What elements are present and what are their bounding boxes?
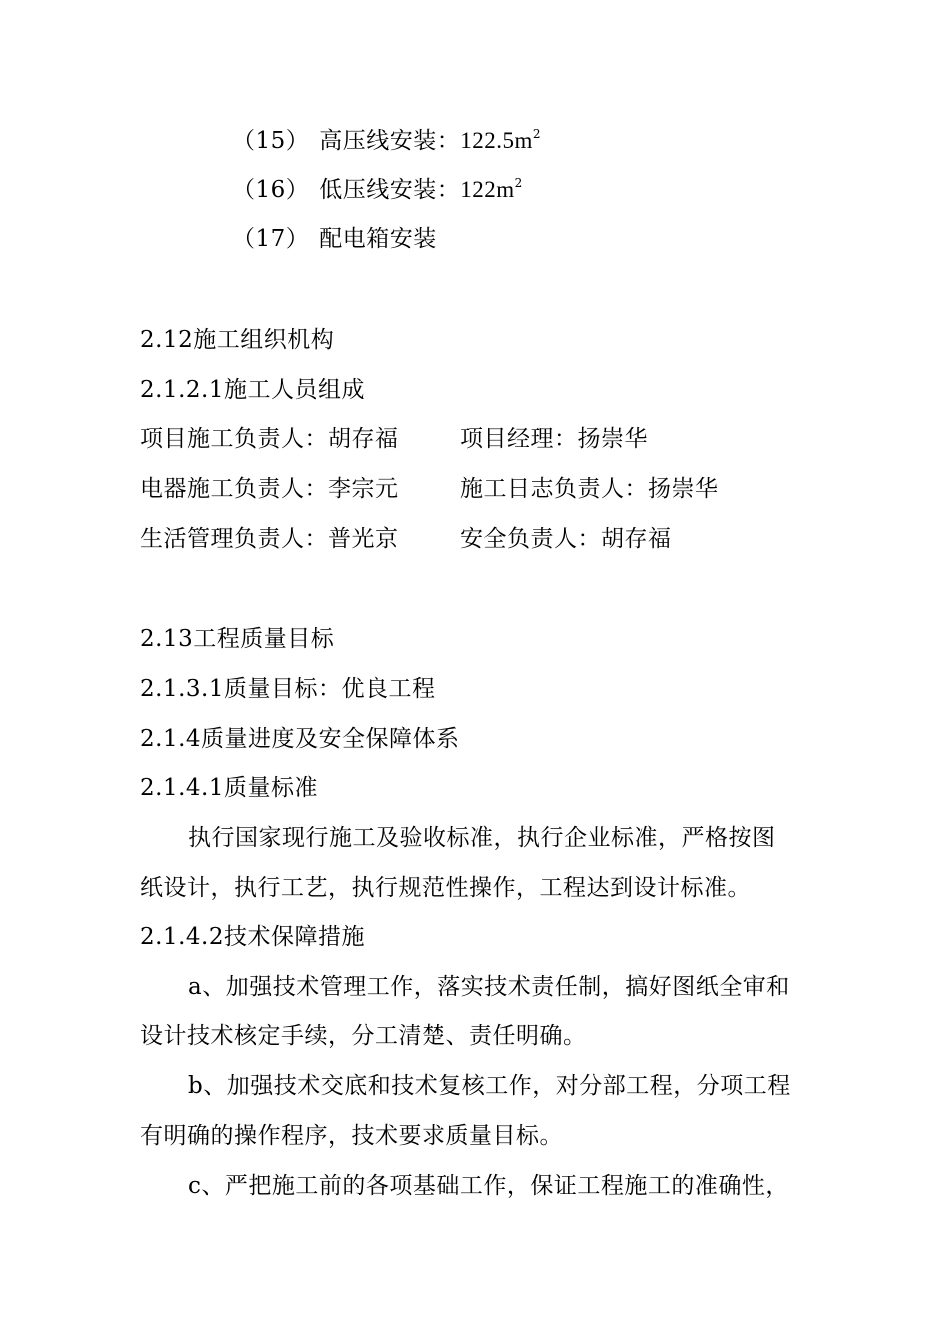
list-item-superscript: 2 (532, 127, 542, 141)
list-item-number: （15） (232, 128, 310, 154)
list-item-text: 高压线安装： (319, 128, 461, 154)
paragraph-line: b、加强技术交底和技术复核工作，对分部工程，分项工程 (188, 1073, 791, 1099)
staff-row (140, 424, 840, 454)
heading-2-1-4-1: 2.1.4.1质量标准 (140, 775, 318, 801)
paragraph-line: a、加强技术管理工作，落实技术责任制，搞好图纸全审和 (188, 974, 790, 1000)
list-item-superscript: 2 (514, 176, 523, 190)
staff-left: 电器施工负责人：李宗元 (140, 476, 399, 502)
list-item-number: （16） (232, 177, 310, 203)
list-item-17 (232, 224, 437, 254)
heading-2-1-4: 2.1.4质量进度及安全保障体系 (140, 726, 460, 752)
heading-2-1-4-2: 2.1.4.2技术保障措施 (140, 924, 365, 950)
list-item-text: 低压线安装： (319, 177, 461, 203)
heading-2-1-3-1: 2.1.3.1质量目标：优良工程 (140, 676, 436, 702)
heading-2-13: 2.13工程质量目标 (140, 626, 335, 652)
staff-row (140, 524, 840, 554)
list-item-value: 122m (460, 177, 515, 202)
list-item-text: 配电箱安装 (319, 226, 437, 252)
heading-2-12: 2.12施工组织机构 (140, 327, 335, 353)
paragraph-line: 设计技术核定手续，分工清楚、责任明确。 (140, 1023, 587, 1049)
list-item-number: （17） (232, 226, 310, 252)
heading-2-1-2-1: 2.1.2.1施工人员组成 (140, 377, 365, 403)
staff-left: 生活管理负责人：普光京 (140, 526, 399, 552)
list-item-16 (232, 175, 523, 205)
staff-right: 项目经理：扬崇华 (460, 426, 648, 452)
paragraph-line: 有明确的操作程序，技术要求质量目标。 (140, 1123, 563, 1149)
staff-row (140, 474, 840, 504)
paragraph-line: 纸设计，执行工艺，执行规范性操作，工程达到设计标准。 (140, 875, 751, 901)
paragraph-line: c、严把施工前的各项基础工作，保证工程施工的准确性， (188, 1173, 789, 1199)
list-item-value: 122.5m (460, 128, 533, 153)
paragraph-line: 执行国家现行施工及验收标准，执行企业标准，严格按图 (188, 825, 776, 851)
list-item-15 (232, 126, 541, 156)
staff-right: 安全负责人：胡存福 (460, 526, 672, 552)
staff-right: 施工日志负责人：扬崇华 (460, 476, 719, 502)
staff-left: 项目施工负责人：胡存福 (140, 426, 399, 452)
